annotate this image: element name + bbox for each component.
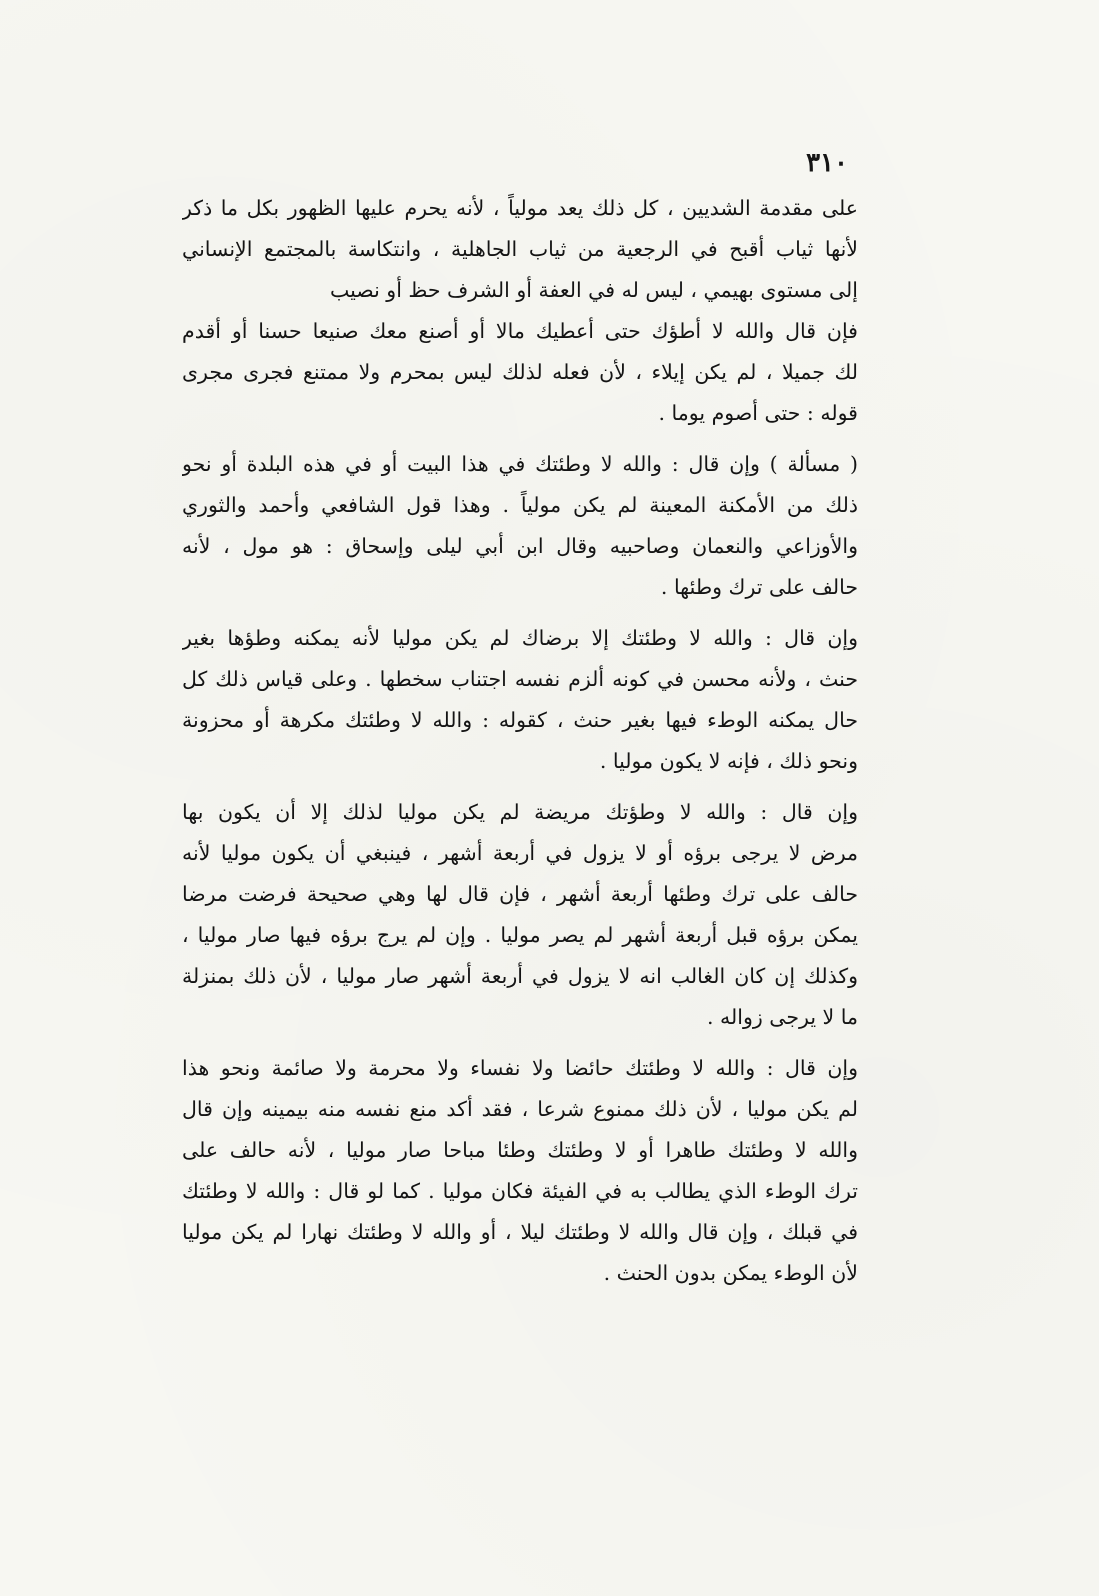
page-number: ٣١٠ bbox=[806, 148, 848, 178]
text-line: حالف على ترك وطئها . bbox=[660, 575, 858, 599]
text-line: فإن قال والله لا أطؤك حتى أعطيك مالا أو أصنع معك صنيعا حسنا أو أقدم bbox=[182, 319, 858, 343]
text-line: ( مسألة ) وإن قال : والله لا وطئتك في هذا البيت أو في هذه البلدة أو نحو bbox=[182, 452, 858, 476]
text-line: قوله : حتى أصوم يوما . bbox=[658, 401, 858, 425]
text-line: لم يكن موليا ، لأن ذلك ممنوع شرعا ، فقد أكد منع نفسه منه بيمينه وإن قال bbox=[182, 1097, 858, 1121]
text-line: إلى مستوى بهيمي ، ليس له في العفة أو الشرف حظ أو نصيب bbox=[329, 278, 858, 302]
body-text bbox=[182, 188, 858, 1294]
text-line: والله لا وطئتك طاهرا أو لا وطئتك وطئا مباحا صار موليا ، لأنه حالف على bbox=[182, 1138, 858, 1162]
text-line: والأوزاعي والنعمان وصاحبيه وقال ابن أبي ليلى وإسحاق : هو مول ، لأنه bbox=[182, 534, 858, 558]
text-line: حنث ، ولأنه محسن في كونه ألزم نفسه اجتناب سخطها . وعلى قياس ذلك كل bbox=[182, 667, 858, 691]
text-line: وإن قال : والله لا وطئتك حائضا ولا نفساء ولا محرمة ولا صائمة ونحو هذا bbox=[182, 1056, 858, 1080]
text-line: حال يمكنه الوطء فيها بغير حنث ، كقوله : والله لا وطئتك مكرهة أو محزونة bbox=[182, 708, 858, 732]
text-line: في قبلك ، وإن قال والله لا وطئتك ليلا ، أو والله لا وطئتك نهارا لم يكن موليا bbox=[182, 1220, 858, 1244]
text-line: يمكن برؤه قبل أربعة أشهر لم يصر موليا . وإن لم يرج برؤه فيها صار موليا ، bbox=[182, 923, 858, 947]
text-line: لك جميلا ، لم يكن إيلاء ، لأن فعله لذلك ليس بمحرم ولا ممتنع فجرى مجرى bbox=[182, 360, 858, 384]
text-line: ذلك من الأمكنة المعينة لم يكن مولياً . وهذا قول الشافعي وأحمد والثوري bbox=[182, 493, 858, 517]
text-line: ونحو ذلك ، فإنه لا يكون موليا . bbox=[599, 749, 858, 773]
text-line: وإن قال : والله لا وطؤتك مريضة لم يكن موليا لذلك إلا أن يكون بها bbox=[182, 800, 858, 824]
text-line: على مقدمة الشديين ، كل ذلك يعد مولياً ، لأنه يحرم عليها الظهور بكل ما ذكر bbox=[182, 196, 858, 220]
text-line: ترك الوطء الذي يطالب به في الفيئة فكان موليا . كما لو قال : والله لا وطئتك bbox=[182, 1179, 858, 1203]
text-line: مرض لا يرجى برؤه أو لا يزول في أربعة أشهر ، فينبغي أن يكون موليا لأنه bbox=[182, 841, 858, 865]
text-line: حالف على ترك وطئها أربعة أشهر ، فإن قال لها وهي صحيحة فرضت مرضا bbox=[182, 882, 858, 906]
text-line: وكذلك إن كان الغالب انه لا يزول في أربعة أشهر صار موليا ، لأن ذلك بمنزلة bbox=[182, 964, 858, 988]
text-line: لأن الوطء يمكن بدون الحنث . bbox=[603, 1261, 858, 1285]
text-line: وإن قال : والله لا وطئتك إلا برضاك لم يكن موليا لأنه يمكنه وطؤها بغير bbox=[182, 626, 858, 650]
text-line: ما لا يرجى زواله . bbox=[706, 1005, 858, 1029]
text-line: لأنها ثياب أقبح في الرجعية من ثياب الجاهلية ، وانتكاسة بالمجتمع الإنساني bbox=[182, 237, 858, 261]
